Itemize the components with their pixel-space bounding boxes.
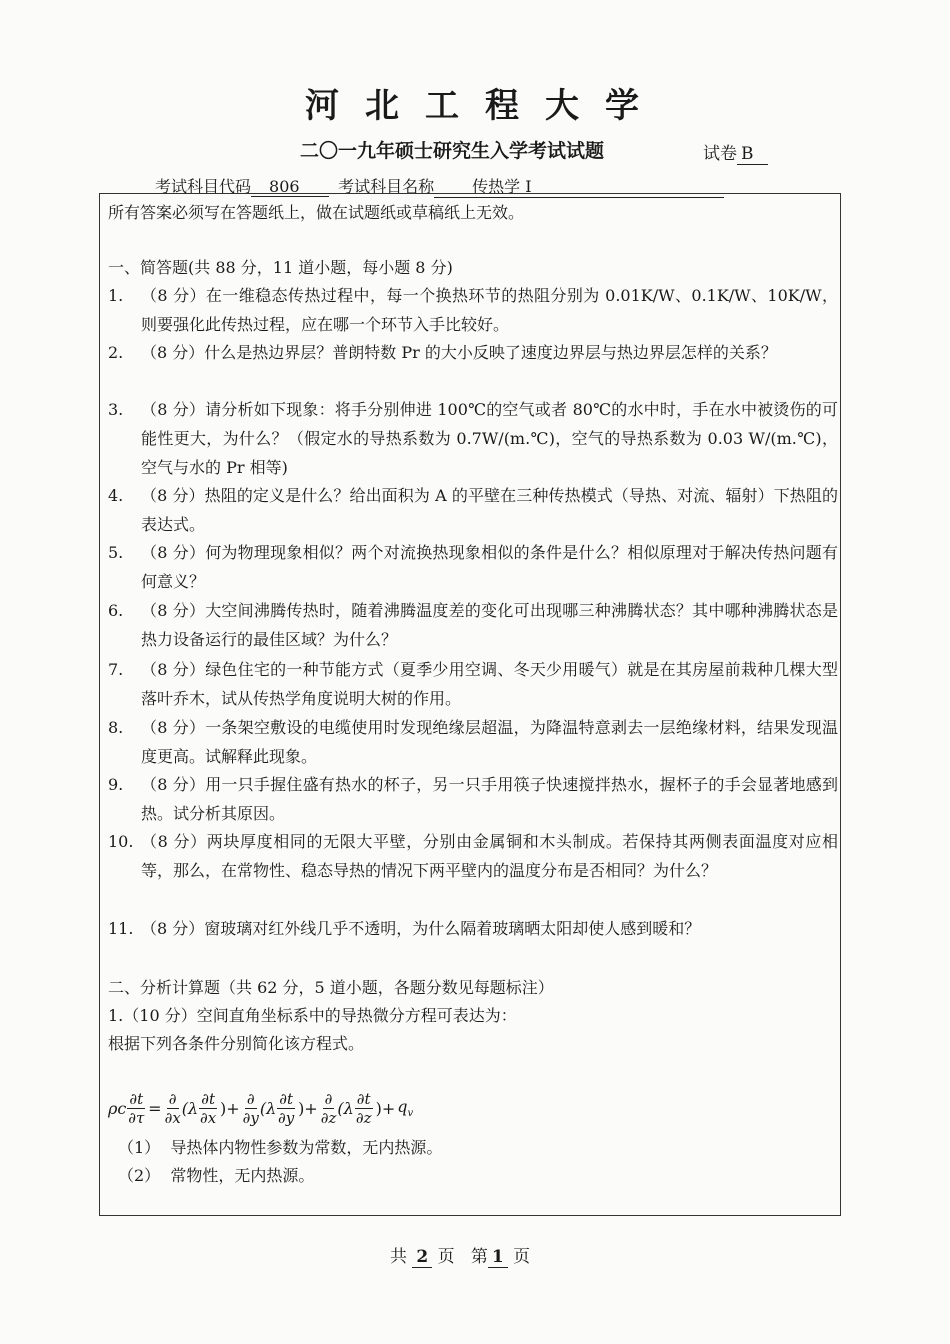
formula-lambda: (λ [181,1099,199,1118]
question-text: （8 分）用一只手握住盛有热水的杯子，另一只手用筷子快速搅拌热水，握杯子的手会显著地感到热。试分析其原因。 [141,775,838,823]
condition-number: （2） [118,1166,161,1185]
question-text: （8 分）什么是热边界层？普朗特数 Pr 的大小反映了速度边界层与热边界层怎样的关系？ [141,343,777,362]
condition-text: 导热体内物性参数为常数，无内热源。 [170,1138,443,1157]
formula-fraction: $\frac{\partial t}{\partial\tau}$ [128,1090,145,1127]
question-number: 4. [108,486,124,505]
condition-1 [118,1135,442,1158]
formula-plus: )+ [219,1099,240,1118]
question-9 [108,770,838,828]
question-1 [108,281,838,339]
formula-lhs-coef: ρc [108,1099,127,1118]
question-text: （8 分）在一维稳态传热过程中，每一个换热环节的热阻分别为 0.01K/W、0.1K/W、10K/W，则要强化此传热过程，应在哪一个环节入手比较好。 [141,286,838,334]
paper-label: 试卷 [703,144,737,164]
formula-fraction: $\frac{\partial}{\partial z}$ [320,1090,337,1127]
question-10 [108,827,838,885]
question-number: 1. [108,286,124,305]
formula-plus: )+ [375,1099,396,1118]
footer-current-prefix: 第 [470,1247,488,1267]
question-text: （8 分）何为物理现象相似？两个对流换热现象相似的条件是什么？相似原理对于解决传热问题有何意义？ [141,543,838,591]
paper-code: B [737,144,768,165]
paper-version [703,139,768,165]
question-6 [108,596,838,654]
question-text: （8 分）一条架空敷设的电缆使用时发现绝缘层超温，为降温特意剥去一层绝缘材料，结果发现温度更高。试解释此现象。 [141,718,838,766]
question-text: （8 分）请分析如下现象：将手分别伸进 100℃的空气或者 80℃的水中时，手在水中被烫伤的可能性更大，为什么？（假定水的导热系数为 0.7W/(m.℃)，空气的导热系数为 0.03 W/(m.℃)，空气与水的 Pr 相等) [141,400,838,477]
condition-text: 常物性，无内热源。 [170,1166,315,1185]
question-11 [108,914,838,943]
question-number: 10. [108,832,134,851]
formula-fraction: $\frac{\partial t}{\partial x}$ [199,1090,217,1127]
question-text: （8 分）窗玻璃对红外线几乎不透明，为什么隔着玻璃晒太阳却使人感到暖和？ [141,919,701,938]
formula-fraction: $\frac{\partial}{\partial y}$ [242,1090,259,1127]
formula-fraction: $\frac{\partial}{\partial x}$ [164,1090,181,1127]
question-number: 6. [108,601,124,620]
formula-qv: $q_v$ [397,1097,414,1120]
question-number: 8. [108,718,124,737]
subject-code: 806 [251,177,329,197]
formula-fraction: $\frac{\partial t}{\partial z}$ [355,1090,372,1127]
section2-title: 二、分析计算题（共 62 分，5 道小题，各题分数见每题标注） [108,978,554,997]
question-8 [108,713,838,771]
question-text: （8 分）大空间沸腾传热时，随着沸腾温度差的变化可出现哪三种沸腾状态？其中哪种沸腾状态是热力设备运行的最佳区域？为什么？ [141,601,838,649]
calc-question-1-instruction: 根据下列各条件分别简化该方程式。 [108,1034,365,1053]
subject-name: 传热学 I [434,174,724,198]
formula-fraction: $\frac{\partial t}{\partial y}$ [278,1090,295,1127]
question-number: 7. [108,660,124,679]
subject-code-label: 考试科目代码 [155,177,252,196]
question-number: 11. [108,919,134,938]
footer-total-prefix: 共 [390,1247,407,1267]
calc-question-1: 1.（10 分）空间直角坐标系中的导热微分方程可表达为： [108,1006,517,1025]
question-number: 5. [108,543,124,562]
condition-number: （1） [118,1138,161,1157]
question-4 [108,481,838,539]
question-text: （8 分）热阻的定义是什么？给出面积为 A 的平壁在三种传热模式（导热、对流、辐射）下热阻的表达式。 [141,486,838,534]
formula-lambda: (λ [259,1099,277,1118]
question-5 [108,538,838,596]
formula-equals: = [148,1099,162,1118]
formula-lambda: (λ [337,1099,354,1118]
total-pages: 2 [412,1247,432,1268]
university-title: 河北工程大学 [305,86,665,126]
question-3 [108,395,838,482]
question-number: 9. [108,775,124,794]
footer-page-word: 页 [513,1247,531,1267]
heat-conduction-equation [108,1090,413,1127]
question-text: （8 分）绿色住宅的一种节能方式（夏季少用空调、冬天少用暖气）就是在其房屋前栽种几棵大型落叶乔木，试从传热学角度说明大树的作用。 [141,660,838,708]
formula-plus: )+ [298,1099,318,1118]
question-number: 2. [108,343,124,362]
exam-title: 二〇一九年硕士研究生入学考试试题 [300,140,605,162]
question-number: 3. [108,400,124,419]
condition-2 [118,1163,314,1186]
page-footer [390,1242,530,1267]
footer-page-word: 页 [437,1247,455,1267]
question-7 [108,655,838,713]
section1-title: 一、简答题(共 88 分，11 道小题，每小题 8 分) [108,258,453,277]
question-text: （8 分）两块厚度相同的无限大平壁，分别由金属铜和木头制成。若保持其两侧表面温度对应相等，那么，在常物性、稳态导热的情况下两平壁内的温度分布是否相同？为什么？ [141,832,838,880]
answer-notice: 所有答案必须写在答题纸上，做在试题纸或草稿纸上无效。 [108,203,525,222]
subject-name-label: 考试科目名称 [338,177,435,196]
question-2 [108,338,838,367]
current-page: 1 [488,1247,508,1268]
